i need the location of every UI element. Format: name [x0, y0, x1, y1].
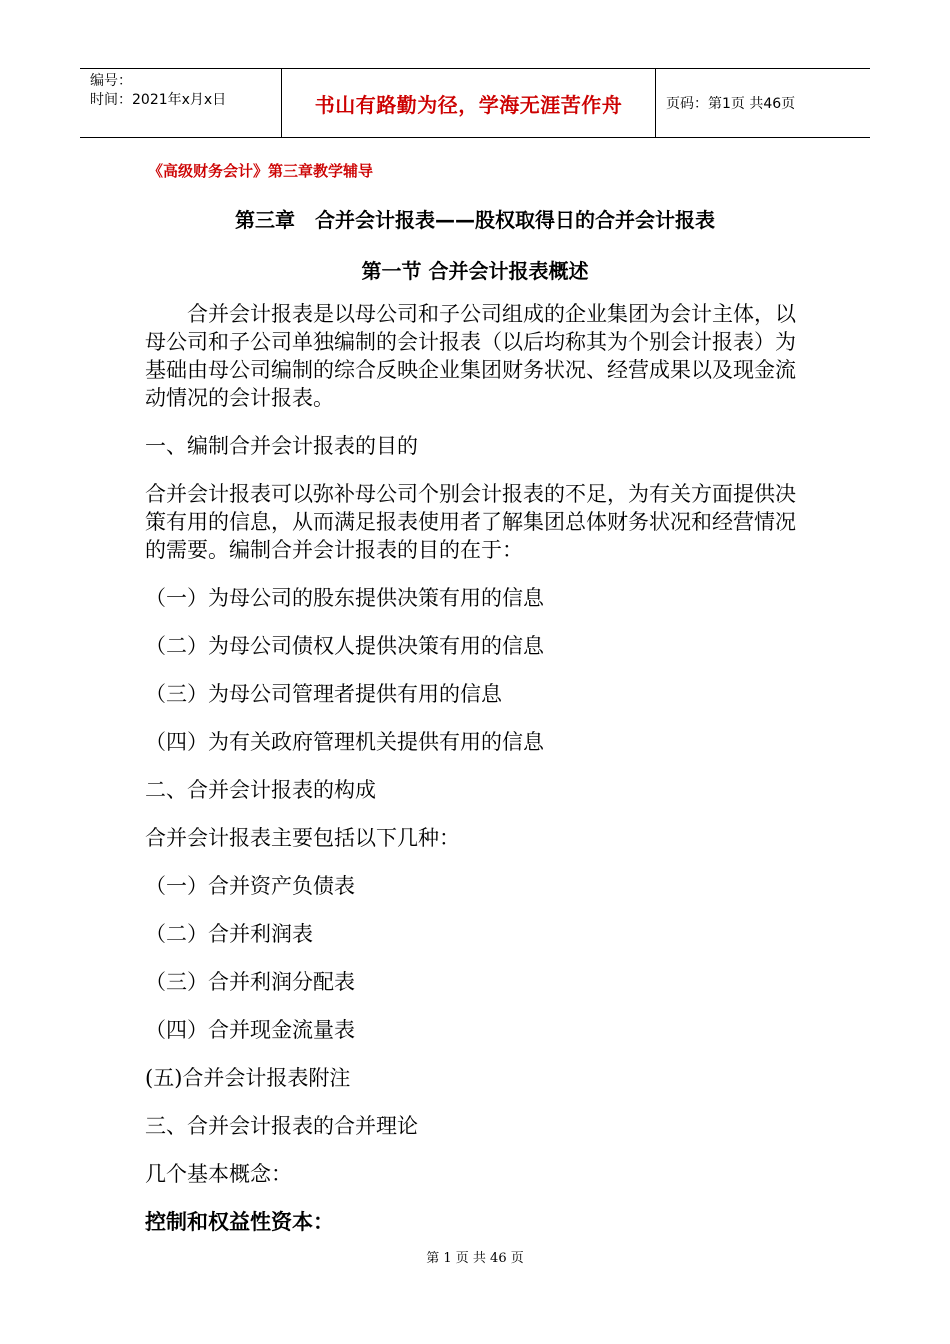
list-item: （三）合并利润分配表: [145, 970, 355, 994]
document-kicker: 《高级财务会计》第三章教学辅导: [148, 162, 374, 180]
list-item: （四）合并现金流量表: [145, 1018, 355, 1042]
body-content: [145, 300, 800, 1236]
heading-theory: 三、合并会计报表的合并理论: [145, 1114, 418, 1138]
page-header: [80, 68, 870, 138]
header-page-info: 页码：第1页 共46页: [666, 96, 796, 112]
header-motto: 书山有路勤为径，学海无涯苦作舟: [282, 69, 656, 137]
heading-purpose: 一、编制合并会计报表的目的: [145, 434, 418, 458]
header-meta: [80, 69, 282, 137]
list-item: (五)合并会计报表附注: [145, 1066, 351, 1090]
intro-paragraph: 合并会计报表是以母公司和子公司组成的企业集团为会计主体，以母公司和子公司单独编制的会计报表（以后均称其为个别会计报表）为基础由母公司编制的综合反映企业集团财务状况、经营成果以及现金流动情况的会计报表。: [145, 302, 796, 410]
list-item: （四）为有关政府管理机关提供有用的信息: [145, 730, 544, 754]
number-label: 编号：: [90, 73, 132, 89]
composition-intro: 合并会计报表主要包括以下几种：: [145, 826, 460, 850]
chapter-title: 第三章 合并会计报表——股权取得日的合并会计报表: [235, 208, 715, 232]
list-item: （二）为母公司债权人提供决策有用的信息: [145, 634, 544, 658]
purpose-paragraph: 合并会计报表可以弥补母公司个别会计报表的不足，为有关方面提供决策有用的信息，从而满足报表使用者了解集团总体财务状况和经营情况的需要。编制合并会计报表的目的在于：: [145, 482, 796, 562]
list-item: （一）合并资产负债表: [145, 874, 355, 898]
list-item: （三）为母公司管理者提供有用的信息: [145, 682, 502, 706]
time-label: 时间：2021年x月x日: [90, 92, 227, 108]
list-item: （二）合并利润表: [145, 922, 313, 946]
concepts-intro: 几个基本概念：: [145, 1162, 292, 1186]
section-title: 第一节 合并会计报表概述: [361, 259, 589, 283]
list-item: （一）为母公司的股东提供决策有用的信息: [145, 586, 544, 610]
heading-composition: 二、合并会计报表的构成: [145, 778, 376, 802]
page-footer: 第 1 页 共 46 页: [426, 1251, 524, 1266]
concept-heading: 控制和权益性资本：: [145, 1210, 334, 1234]
